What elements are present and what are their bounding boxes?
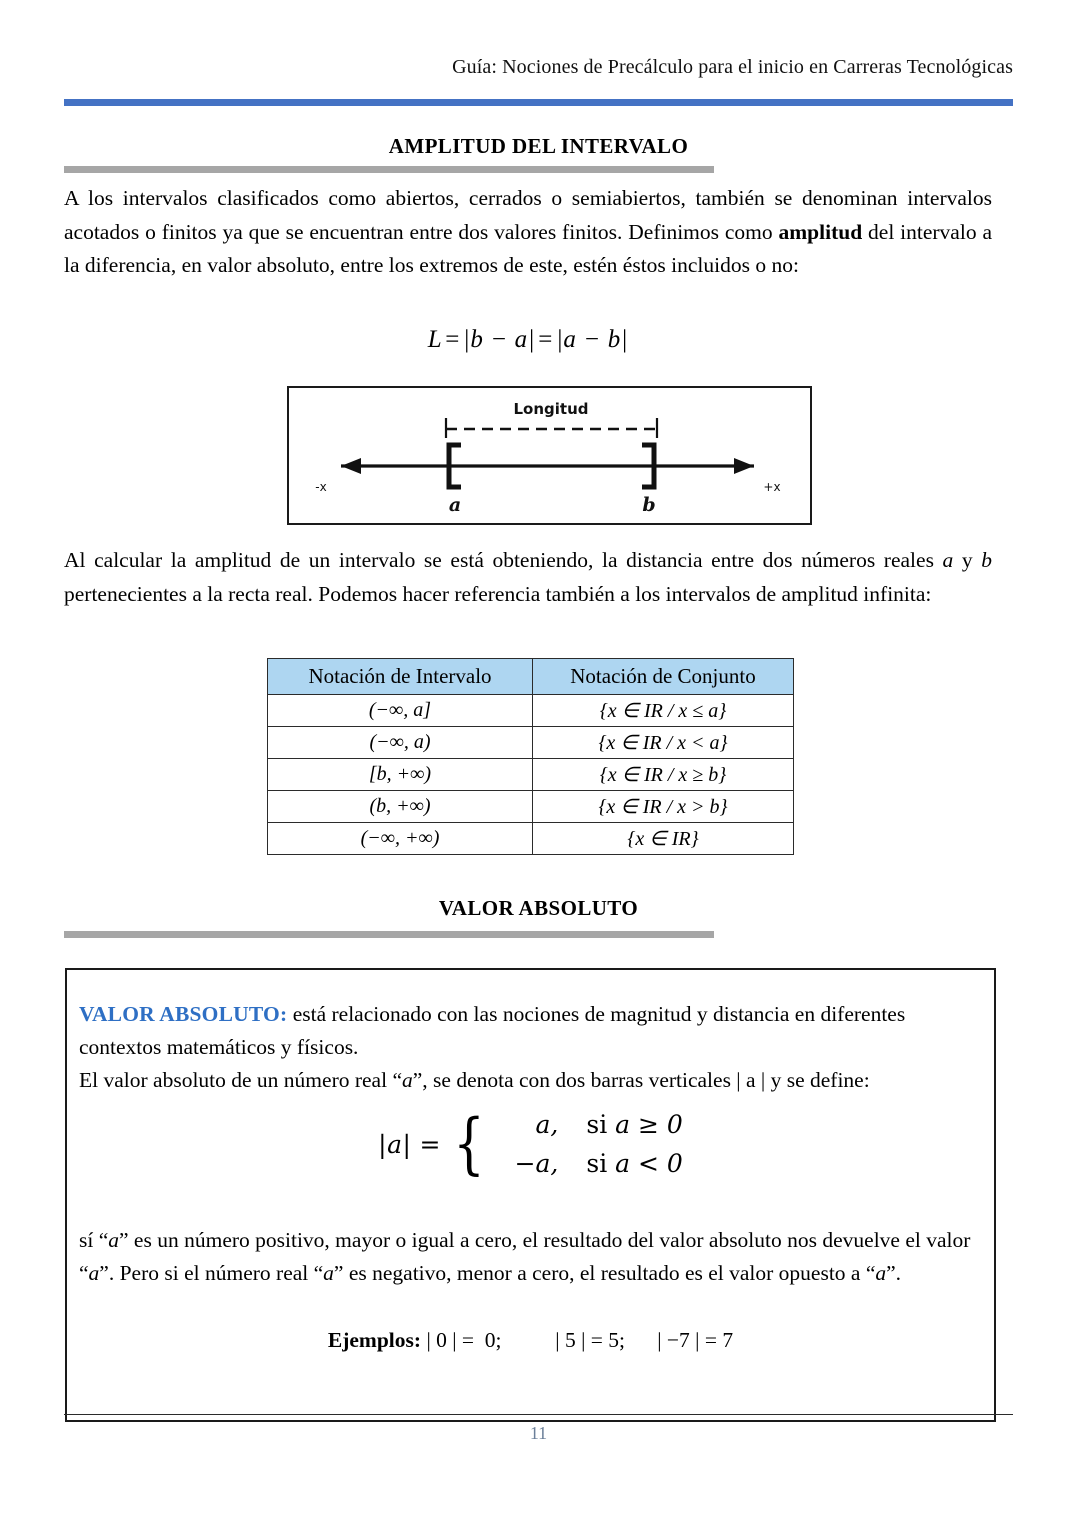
number-line-svg bbox=[289, 388, 806, 519]
paragraph-amplitud-bold-term: amplitud bbox=[778, 219, 863, 244]
table-body bbox=[268, 695, 794, 855]
piecewise-wrapper bbox=[378, 1104, 683, 1182]
explicacion-var-3: a bbox=[323, 1261, 334, 1285]
figure-number-line bbox=[287, 386, 812, 525]
valor-absoluto-box-content bbox=[79, 970, 982, 1420]
table-row bbox=[268, 759, 794, 791]
table-row bbox=[268, 727, 794, 759]
piecewise-equals: = bbox=[419, 1129, 441, 1159]
formula-lhs: L bbox=[427, 326, 443, 353]
explicacion-var-1: a bbox=[108, 1228, 120, 1252]
formula-amplitud-L bbox=[64, 326, 992, 354]
section-heading-valor-absoluto: VALOR ABSOLUTO bbox=[438, 896, 639, 920]
piecewise-row2-condition bbox=[560, 1149, 682, 1178]
interval-notation-table bbox=[267, 658, 794, 855]
cell-set: {x ∈ IR / x > b} bbox=[533, 791, 794, 823]
table-row bbox=[268, 695, 794, 727]
definicion-part1: El valor absoluto de un número real “ bbox=[79, 1068, 402, 1092]
piecewise-row-negative bbox=[496, 1149, 682, 1178]
figure-label-longitud: Longitud bbox=[513, 400, 589, 418]
formula-piecewise-absolute-value bbox=[79, 1104, 982, 1182]
table-header-row bbox=[268, 659, 794, 695]
piecewise-row1-value: a, bbox=[535, 1110, 559, 1139]
cell-set: {x ∈ IR / x ≤ a} bbox=[533, 695, 794, 727]
formula-abs-a-minus-b: |a − b| bbox=[555, 326, 629, 353]
paragraph-distancia-part1: Al calcular la amplitud de un intervalo se está obteniendo, la distancia entre dos números reales bbox=[64, 548, 943, 572]
piecewise-lhs: |a| bbox=[378, 1129, 412, 1159]
explicacion-part5: ”. bbox=[886, 1261, 902, 1285]
header-blue-rule bbox=[64, 99, 1013, 106]
piecewise-row1-si: si bbox=[586, 1110, 616, 1139]
piecewise-row2-si: si bbox=[586, 1149, 616, 1178]
piecewise-row-positive bbox=[496, 1110, 682, 1139]
explicacion-part1: sí “ bbox=[79, 1228, 109, 1252]
definicion-var-a: a bbox=[402, 1068, 413, 1092]
explicacion-var-2: a bbox=[88, 1261, 100, 1285]
table-head bbox=[268, 659, 794, 695]
running-header-title: Guía: Nociones de Precálculo para el inicio en Carreras Tecnológicas bbox=[452, 56, 1013, 78]
definicion-part2: ”, se denota con dos barras verticales | a | y se define: bbox=[412, 1068, 870, 1092]
cell-set: {x ∈ IR} bbox=[533, 823, 794, 855]
paragraph-distancia-part2: pertenecientes a la recta real. Podemos hacer referencia también a los intervalos de amplitud infinita: bbox=[64, 581, 932, 606]
piecewise-rows bbox=[496, 1110, 682, 1178]
examples-label: Ejemplos: bbox=[327, 1328, 422, 1352]
formula-abs-b-minus-a: |b − a| bbox=[462, 326, 536, 353]
figure-label-b: b bbox=[642, 494, 656, 516]
formula-equals-1: = bbox=[445, 326, 460, 353]
valor-absoluto-box bbox=[65, 968, 996, 1422]
piecewise-row1-condition bbox=[560, 1110, 682, 1139]
paragraph-amplitud-intro bbox=[64, 182, 992, 283]
cell-interval: (−∞, +∞) bbox=[268, 823, 533, 855]
figure-label-plus-x: +x bbox=[763, 480, 781, 494]
formula-equals-2: = bbox=[538, 326, 553, 353]
figure-label-minus-x: -x bbox=[315, 480, 327, 494]
explicacion-var-4: a bbox=[875, 1261, 887, 1285]
lead-text-valor-absoluto: está relacionado con las nociones de magnitud y distancia en diferentes contextos matemáticos y físicos. bbox=[79, 1002, 906, 1059]
axis-arrow-right bbox=[734, 458, 754, 474]
page-number: 11 bbox=[529, 1423, 548, 1443]
piecewise-row2-expr: a < 0 bbox=[615, 1149, 683, 1178]
piecewise-brace-icon: { bbox=[453, 1104, 486, 1182]
cell-set: {x ∈ IR / x ≥ b} bbox=[533, 759, 794, 791]
figure-label-a: a bbox=[448, 494, 462, 516]
section-rule-valor-absoluto bbox=[64, 931, 714, 938]
paragraph-amplitud-distancia bbox=[64, 544, 992, 611]
explicacion-part2: ” es un número positivo, mayor o igual a cero, el resultado del valor absoluto nos devuelve el valor “ bbox=[79, 1228, 971, 1285]
section-heading-amplitud: AMPLITUD DEL INTERVALO bbox=[388, 134, 689, 158]
table-row bbox=[268, 791, 794, 823]
explicacion-part3: ”. Pero si el número real “ bbox=[99, 1261, 324, 1285]
footer-rule bbox=[64, 1414, 1013, 1415]
section-rule-amplitud bbox=[64, 166, 714, 173]
table-row bbox=[268, 823, 794, 855]
cell-interval: (−∞, a] bbox=[268, 695, 533, 727]
paragraph-var-b: b bbox=[981, 548, 993, 572]
paragraph-conjunction: y bbox=[953, 548, 982, 572]
paragraph-var-a: a bbox=[942, 548, 954, 572]
paragraph-amplitud-part1: A los intervalos clasificados como abiertos, cerrados o semiabiertos, también se denominan intervalos acotados o finitos ya que se encuentran entre dos valores finitos. Definimos como bbox=[64, 186, 992, 244]
piecewise-row1-expr: a ≥ 0 bbox=[615, 1110, 683, 1139]
examples-line bbox=[79, 1328, 982, 1353]
cell-interval: (−∞, a) bbox=[268, 727, 533, 759]
table-header-interval: Notación de Intervalo bbox=[268, 659, 533, 695]
examples-values: | 0 | = 0; | 5 | = 5; | −7 | = 7 bbox=[421, 1328, 734, 1352]
paragraph-valor-absoluto-explicacion bbox=[79, 1224, 982, 1290]
table-header-set: Notación de Conjunto bbox=[533, 659, 794, 695]
paragraph-valor-absoluto-definicion bbox=[79, 998, 982, 1097]
cell-interval: (b, +∞) bbox=[268, 791, 533, 823]
cell-set: {x ∈ IR / x < a} bbox=[533, 727, 794, 759]
explicacion-part4: ” es negativo, menor a cero, el resultado es el valor opuesto a “ bbox=[333, 1261, 876, 1285]
axis-arrow-left bbox=[341, 458, 361, 474]
lead-label-valor-absoluto: VALOR ABSOLUTO: bbox=[79, 1002, 288, 1026]
piecewise-row2-value: −a, bbox=[514, 1149, 559, 1178]
cell-interval: [b, +∞) bbox=[268, 759, 533, 791]
paragraph-amplitud-part2: del intervalo a la diferencia, en valor absoluto, entre los extremos de este, estén éstos incluidos o no: bbox=[64, 219, 992, 277]
